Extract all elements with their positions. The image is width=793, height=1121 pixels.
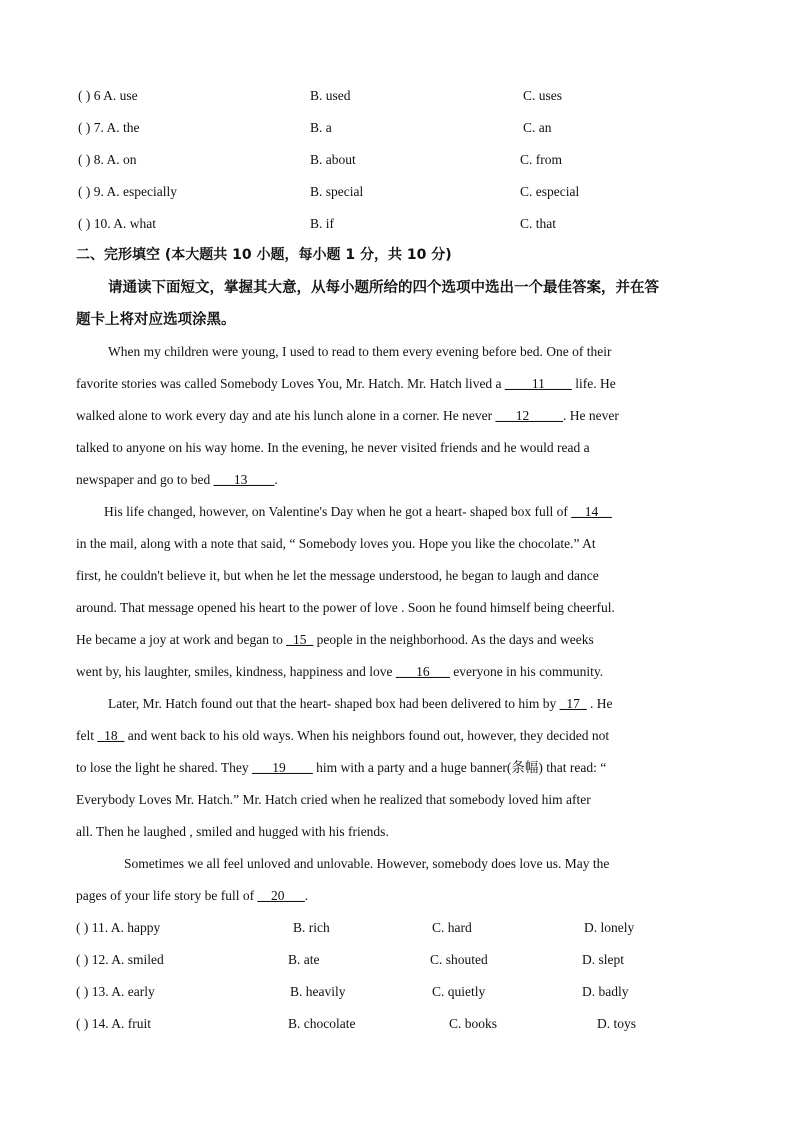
passage-line bbox=[76, 663, 603, 681]
option-a: 8. A. on bbox=[93, 152, 137, 167]
choice-row-10 bbox=[78, 215, 156, 233]
passage-text: everyone in his community. bbox=[449, 664, 604, 679]
option-a: 9. A. especially bbox=[93, 184, 177, 199]
passage-text: felt bbox=[76, 728, 98, 743]
option-a: 12. A. smiled bbox=[91, 952, 164, 967]
choice-row-13 bbox=[76, 983, 155, 1001]
answer-parenthesis: ( ) bbox=[76, 920, 89, 935]
option-c: C. shouted bbox=[430, 952, 488, 967]
option-a: 11. A. happy bbox=[91, 920, 161, 935]
option-c: C. quietly bbox=[432, 984, 486, 999]
option-a: 13. A. early bbox=[91, 984, 155, 999]
blank-16: ___16___ bbox=[395, 664, 450, 679]
option-c: C. that bbox=[520, 216, 556, 231]
option-c: C. books bbox=[449, 1016, 498, 1031]
choice-row-9 bbox=[78, 183, 177, 201]
passage-line: Everybody Loves Mr. Hatch.” Mr. Hatch cried when he realized that somebody loved him after bbox=[76, 792, 591, 807]
option-b: B. special bbox=[310, 184, 364, 199]
option-a: 14. A. fruit bbox=[91, 1016, 151, 1031]
passage-text: him with a party and a huge banner(条幅) that read: “ bbox=[312, 760, 607, 775]
choice-row-8 bbox=[78, 151, 137, 169]
option-a: 7. A. the bbox=[93, 120, 140, 135]
passage-line: in the mail, along with a note that said, “ Somebody loves you. Hope you like the chocolate.” At bbox=[76, 536, 596, 551]
option-b: B. used bbox=[310, 88, 351, 103]
blank-17: _17_ bbox=[559, 696, 587, 711]
passage-line bbox=[104, 503, 612, 521]
passage-line: Sometimes we all feel unloved and unlovable. However, somebody does love us. May the bbox=[124, 856, 610, 871]
passage-line bbox=[76, 887, 308, 905]
blank-11: ____11____ bbox=[504, 376, 572, 391]
passage-line: around. That message opened his heart to the power of love . Soon he found himself being cheerful. bbox=[76, 600, 615, 615]
passage-text: to lose the light he shared. They bbox=[76, 760, 252, 775]
answer-parenthesis: ( ) bbox=[78, 216, 91, 231]
passage-line: talked to anyone on his way home. In the evening, he never visited friends and he would read a bbox=[76, 440, 590, 455]
option-c: C. uses bbox=[523, 88, 563, 103]
option-a: 10. A. what bbox=[93, 216, 156, 231]
passage-text: His life changed, however, on Valentine's Day when he got a heart- shaped box full of bbox=[104, 504, 572, 519]
passage-text: walked alone to work every day and ate his lunch alone in a corner. He never bbox=[76, 408, 496, 423]
option-b: B. a bbox=[310, 120, 332, 135]
option-c: C. an bbox=[523, 120, 552, 135]
section-heading: 二、完形填空 (本大题共 10 小题，每小题 1 分，共 10 分) bbox=[76, 247, 452, 263]
passage-text: He became a joy at work and began to bbox=[76, 632, 287, 647]
passage-text: and went back to his old ways. When his neighbors found out, however, they decided not bbox=[124, 728, 610, 743]
option-b: B. about bbox=[310, 152, 356, 167]
option-a: 6 A. use bbox=[93, 88, 138, 103]
passage-text: pages of your life story be full of bbox=[76, 888, 258, 903]
option-d: D. toys bbox=[597, 1016, 637, 1031]
passage-line bbox=[76, 759, 606, 777]
passage-text: . bbox=[304, 888, 309, 903]
blank-15: _15_ bbox=[286, 632, 314, 647]
passage-text: Later, Mr. Hatch found out that the heart- shaped box had been delivered to him by bbox=[108, 696, 560, 711]
option-b: B. chocolate bbox=[288, 1016, 356, 1031]
passage-text: people in the neighborhood. As the days and weeks bbox=[313, 632, 594, 647]
answer-parenthesis: ( ) bbox=[76, 1016, 89, 1031]
passage-text: . He never bbox=[562, 408, 619, 423]
option-d: D. slept bbox=[582, 952, 624, 967]
blank-19: ___19____ bbox=[251, 760, 313, 775]
passage-line: first, he couldn't believe it, but when he let the message understood, he began to laugh and dance bbox=[76, 568, 599, 583]
choice-row-12 bbox=[76, 951, 164, 969]
answer-parenthesis: ( ) bbox=[78, 88, 91, 103]
option-b: B. rich bbox=[293, 920, 330, 935]
option-c: C. hard bbox=[432, 920, 472, 935]
instruction-line-1: 请通读下面短文，掌握其大意，从每小题所给的四个选项中选出一个最佳答案，并在答 bbox=[108, 280, 659, 296]
passage-text: newspaper and go to bed bbox=[76, 472, 214, 487]
passage-line bbox=[76, 375, 616, 393]
option-c: C. from bbox=[520, 152, 562, 167]
answer-parenthesis: ( ) bbox=[78, 184, 91, 199]
passage-text: life. He bbox=[571, 376, 616, 391]
passage-line bbox=[108, 695, 612, 713]
blank-14: __14__ bbox=[571, 504, 612, 519]
answer-parenthesis: ( ) bbox=[76, 952, 89, 967]
answer-parenthesis: ( ) bbox=[78, 152, 91, 167]
choice-row-6 bbox=[78, 87, 138, 105]
option-b: B. heavily bbox=[290, 984, 346, 999]
choice-row-14 bbox=[76, 1015, 151, 1033]
answer-parenthesis: ( ) bbox=[78, 120, 91, 135]
passage-line bbox=[76, 727, 609, 745]
blank-13: ___13____ bbox=[213, 472, 275, 487]
option-b: B. if bbox=[310, 216, 335, 231]
blank-20: __20___ bbox=[257, 888, 305, 903]
blank-18: _18_ bbox=[97, 728, 125, 743]
passage-text: favorite stories was called Somebody Loves You, Mr. Hatch. Mr. Hatch lived a bbox=[76, 376, 505, 391]
passage-text: . He bbox=[586, 696, 613, 711]
passage-line bbox=[76, 631, 594, 649]
option-c: C. especial bbox=[520, 184, 580, 199]
passage-line bbox=[76, 471, 278, 489]
passage-text: went by, his laughter, smiles, kindness, happiness and love bbox=[76, 664, 396, 679]
choice-row-11 bbox=[76, 919, 160, 937]
passage-text: . bbox=[274, 472, 278, 487]
option-d: D. lonely bbox=[584, 920, 635, 935]
option-d: D. badly bbox=[582, 984, 629, 999]
instruction-line-2: 题卡上将对应选项涂黑。 bbox=[76, 312, 236, 328]
blank-12: ___12_____ bbox=[495, 408, 563, 423]
answer-parenthesis: ( ) bbox=[76, 984, 89, 999]
passage-line: When my children were young, I used to read to them every evening before bed. One of their bbox=[108, 344, 612, 359]
passage-line: all. Then he laughed , smiled and hugged with his friends. bbox=[76, 824, 389, 839]
passage-line bbox=[76, 407, 619, 425]
choice-row-7 bbox=[78, 119, 140, 137]
option-b: B. ate bbox=[288, 952, 320, 967]
